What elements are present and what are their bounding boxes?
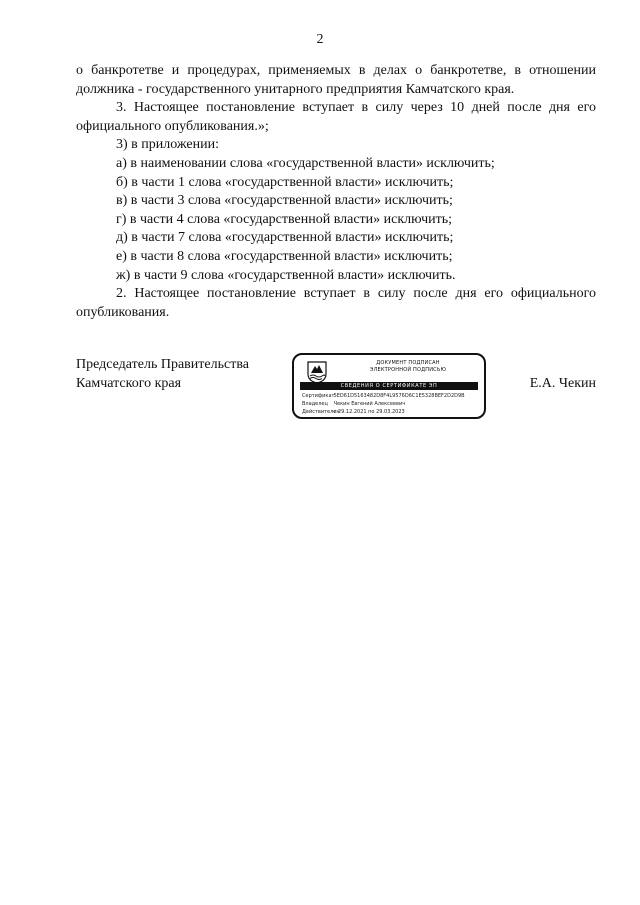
stamp-certificate-bar: СВЕДЕНИЯ О СЕРТИФИКАТЕ ЭП bbox=[300, 382, 478, 390]
paragraph-sub-d: д) в части 7 слова «государственной власти» исключить; bbox=[116, 230, 454, 246]
owner-value: Чекин Евгений Алексеевич bbox=[333, 401, 406, 407]
electronic-signature-stamp bbox=[292, 353, 486, 419]
stamp-header-line2: ЭЛЕКТРОННОЙ ПОДПИСЬЮ bbox=[369, 367, 447, 373]
paragraph-sub-a: а) в наименовании слова «государственной власти» исключить; bbox=[116, 155, 495, 171]
paragraph-sub-v: в) в части 3 слова «государственной власти» исключить; bbox=[116, 193, 453, 209]
paragraph-item-3: 3. Настоящее постановление вступает в силу через 10 дней после дня его официального опубликования.»; bbox=[76, 100, 596, 134]
document-body bbox=[76, 62, 596, 322]
stamp-header bbox=[334, 360, 482, 374]
stamp-certificate-row bbox=[302, 393, 465, 400]
signatory-title-line1: Председатель Правительства bbox=[76, 357, 249, 372]
page-number: 2 bbox=[316, 32, 324, 47]
validity-value: с 29.12.2021 по 29.03.2023 bbox=[333, 409, 405, 415]
kamchatka-coat-of-arms-icon bbox=[306, 360, 328, 384]
paragraph-sub-e: е) в части 8 слова «государственной власти» исключить; bbox=[116, 248, 453, 264]
signatory-name: Е.А. Чекин bbox=[529, 375, 596, 391]
paragraph-item-2: 2. Настоящее постановление вступает в силу после дня его официального опубликования. bbox=[76, 286, 596, 320]
stamp-owner-row bbox=[302, 401, 405, 408]
signatory-title bbox=[76, 356, 249, 393]
paragraph-sub-zh: ж) в части 9 слова «государственной власти» исключить. bbox=[116, 267, 456, 283]
signatory-title-line2: Камчатского края bbox=[76, 375, 182, 391]
certificate-value: 5ED61D5163482D8F4L9576D6C1E5328BEF2D2D9B bbox=[333, 393, 465, 399]
owner-label: Владелец bbox=[302, 401, 328, 407]
stamp-header-line1: ДОКУМЕНТ ПОДПИСАН bbox=[376, 360, 440, 366]
paragraph-sub-g: г) в части 4 слова «государственной власти» исключить; bbox=[116, 211, 453, 227]
paragraph-sub-b: б) в части 1 слова «государственной власти» исключить; bbox=[116, 174, 454, 190]
paragraph-continuation: о банкротетве и процедурах, применяемых в делах о банкротетве, в отношении должника - государственного унитарного предприятия Камчатского края. bbox=[76, 63, 596, 97]
validity-label: Действителен bbox=[302, 409, 340, 415]
certificate-label: Сертификат bbox=[302, 393, 335, 399]
paragraph-annex-header: 3) в приложении: bbox=[116, 137, 219, 153]
stamp-validity-row bbox=[302, 409, 405, 416]
